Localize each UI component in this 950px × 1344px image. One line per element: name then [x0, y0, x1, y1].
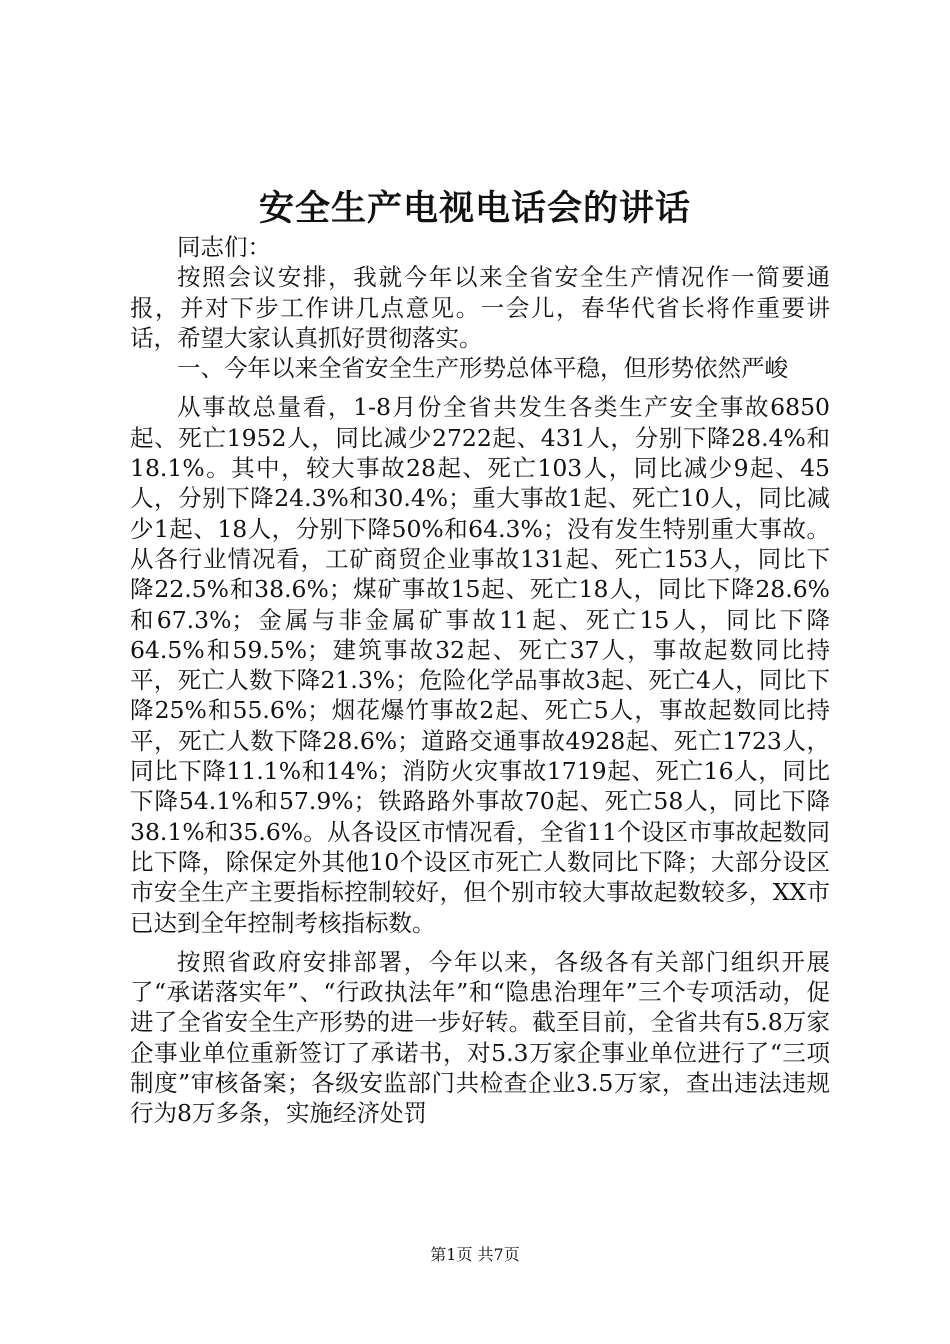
paragraph-accident-stats: 从事故总量看，1-8月份全省共发生各类生产安全事故6850起、死亡1952人，同比减少2722起、431人，分别下降28.4%和18.1%。其中，较大事故28起、死亡103人，同比减少9起、45人，分别下降24.3%和30.4%；重大事故1起、死亡10人，同比减少1起、18人，分别下降50%和64.3%；没有发生特别重大事故。从各行业情况看，工矿商贸企业事故131起、死亡153人，同比下降22.5%和38.6%；煤矿事故15起、死亡18人，同比下降28.6%和67.3%；金属与非金属矿事故11起、死亡15人，同比下降64.5%和59.5%；建筑事故32起、死亡37人，事故起数同比持平，死亡人数下降21.3%；危险化学品事故3起、死亡4人，同比下降25%和55.6%；烟花爆竹事故2起、死亡5人，事故起数同比持平，死亡人数下降28.6%；道路交通事故4928起、死亡1723人，同比下降11.1%和14%；消防火灾事故1719起、死亡16人，同比下降54.1%和57.9%；铁路路外事故70起、死亡58人，同比下降38.1%和35.6%。从各设区市情况看，全省11个设区市事故起数同比下降，除保定外其他10个设区市死亡人数同比下降；大部分设区市安全生产主要指标控制较好，但个别市较大事故起数较多，XX市已达到全年控制考核指标数。: [130, 393, 830, 937]
document-title: 安全生产电视电话会的讲话: [258, 188, 691, 229]
document-body: [130, 232, 830, 1129]
section-heading-1: 一、今年以来全省安全生产形势总体平稳，但形势依然严峻: [177, 354, 788, 383]
paragraph-intro: 按照会议安排，我就今年以来全省安全生产情况作一简要通报，并对下步工作讲几点意见。一会儿，春华代省长将作重要讲话，希望大家认真抓好贯彻落实。: [130, 263, 830, 352]
paragraph-campaigns: 按照省政府安排部署，今年以来，各级各有关部门组织开展了“承诺落实年”、“行政执法年”和“隐患治理年”三个专项活动，促进了全省安全生产形势的进一步好转。截至目前，全省共有5.8万家企事业单位重新签订了承诺书，对5.3万家企事业单位进行了“三项制度”审核备案；各级安监部门共检查企业3.5万家，查出违法违规行为8万多条，实施经济处罚: [130, 947, 830, 1128]
page-number-footer: 第1页 共7页: [430, 1245, 520, 1264]
salutation: 同志们：: [177, 233, 271, 261]
